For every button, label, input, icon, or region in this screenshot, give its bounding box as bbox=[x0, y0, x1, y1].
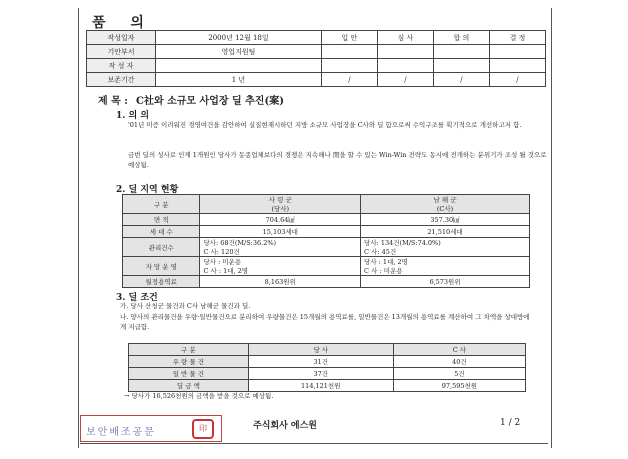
section-3-item-ga: 가. 당사 산청군 물건과 C사 남해군 물건과 딜. bbox=[120, 302, 251, 310]
table-row bbox=[123, 214, 530, 226]
table-cell: 6,573원위 bbox=[361, 276, 530, 288]
header-label: 기안부서 bbox=[87, 45, 156, 59]
approval-cell bbox=[433, 45, 489, 59]
row-label: 일 반 물 건 bbox=[129, 368, 249, 380]
region-comparison-table bbox=[122, 194, 530, 288]
section-1-paragraph-2: 금번 딜의 성사로 인계 1개원인 당사가 동종업체보다의 경쟁은 지속해나 閑을 할 수 있는 Win-Win 전략도 동시에 전개하는 분위기가 조성 될 것으로 예상됨. bbox=[128, 151, 547, 169]
approval-cell bbox=[433, 59, 489, 73]
header-row bbox=[87, 45, 546, 59]
approval-cell: 결 정 bbox=[489, 31, 545, 45]
row-label: 자 망 운 영 bbox=[123, 257, 200, 276]
row-label: 월정용역료 bbox=[123, 276, 200, 288]
table-cell: 37건 bbox=[248, 368, 393, 380]
header-row bbox=[87, 31, 546, 45]
table-row bbox=[123, 226, 530, 238]
page-number: 1 / 2 bbox=[500, 418, 521, 428]
table-row bbox=[129, 368, 526, 380]
approval-cell: / bbox=[321, 73, 377, 87]
deal-column-header: 구 분 bbox=[129, 344, 249, 356]
table-cell: 당사: 68건(M/S:36.2%) C 사: 120건 bbox=[200, 238, 361, 257]
region-column-header: 구 분 bbox=[123, 195, 200, 214]
header-label: 작 성 자 bbox=[87, 59, 156, 73]
table-cell: 21,510세대 bbox=[361, 226, 530, 238]
subject-line bbox=[98, 92, 284, 107]
header-value: 2000년 12월 18일 bbox=[156, 31, 322, 45]
deal-column-header: C 사 bbox=[393, 344, 525, 356]
table-cell: 97,595천원 bbox=[393, 380, 525, 392]
section-3-note: → 당사가 16,526천원의 금액을 받을 것으로 예상됨. bbox=[124, 392, 274, 400]
document-title: 품 의 bbox=[92, 15, 154, 31]
company-name: 주식회사 에스원 bbox=[253, 421, 317, 431]
approval-stamp bbox=[80, 415, 222, 442]
table-row bbox=[129, 380, 526, 392]
row-label: 세 대 수 bbox=[123, 226, 200, 238]
header-value: 영업지원팀 bbox=[156, 45, 322, 59]
table-cell: 40건 bbox=[393, 356, 525, 368]
approval-cell: / bbox=[377, 73, 433, 87]
approval-cell bbox=[377, 59, 433, 73]
deal-header-row bbox=[129, 344, 526, 356]
approval-header-table bbox=[86, 30, 546, 87]
approval-cell: 합 의 bbox=[433, 31, 489, 45]
header-label: 보존기간 bbox=[87, 73, 156, 87]
header-label: 작성일자 bbox=[87, 31, 156, 45]
row-label: 우 량 물 건 bbox=[129, 356, 249, 368]
subject-text: C社와 소규모 사업장 딜 추진(案) bbox=[135, 96, 284, 107]
region-header-row bbox=[123, 195, 530, 214]
section-1-title: 1. 의 의 bbox=[116, 111, 150, 121]
deal-column-header: 당 사 bbox=[248, 344, 393, 356]
row-label: 관리건수 bbox=[123, 238, 200, 257]
table-row bbox=[123, 276, 530, 288]
table-cell: 114,121천원 bbox=[248, 380, 393, 392]
table-cell: 당사 : 미운용 C 사 : 1대, 2명 bbox=[200, 257, 361, 276]
seal-icon: 印 bbox=[192, 419, 214, 439]
header-value: 1 년 bbox=[156, 73, 322, 87]
approval-cell: / bbox=[433, 73, 489, 87]
table-row bbox=[123, 257, 530, 276]
row-label: 면 적 bbox=[123, 214, 200, 226]
table-cell: 당사 : 1대, 2명 C 사 : 미운용 bbox=[361, 257, 530, 276]
approval-cell bbox=[377, 45, 433, 59]
header-row bbox=[87, 59, 546, 73]
deal-condition-table bbox=[128, 343, 526, 392]
approval-cell: 입 안 bbox=[321, 31, 377, 45]
approval-cell bbox=[489, 45, 545, 59]
approval-cell: / bbox=[489, 73, 545, 87]
section-1-paragraph-1: '01년 미증 이려워진 경영여건을 감안하여 실질현재시하던 지방 소규모 사업장을 C사와 딜 함으로써 수익구조를 획기적으로 개선하고저 함. bbox=[128, 121, 522, 129]
section-3-title: 3. 딜 조건 bbox=[116, 293, 158, 303]
row-label: 딜 금 액 bbox=[129, 380, 249, 392]
section-2-title: 2. 딜 지역 현황 bbox=[116, 185, 179, 195]
subject-label: 제 목 : bbox=[98, 96, 128, 107]
approval-cell bbox=[321, 59, 377, 73]
approval-cell bbox=[489, 59, 545, 73]
region-column-header: 남 해 군 (C사) bbox=[361, 195, 530, 214]
table-cell: 357.30㎢ bbox=[361, 214, 530, 226]
stamp-text: 보안배조공문 bbox=[86, 427, 156, 438]
approval-cell bbox=[321, 45, 377, 59]
table-cell: 5건 bbox=[393, 368, 525, 380]
table-cell: 704.64㎢ bbox=[200, 214, 361, 226]
table-cell: 당사: 134건(M/S:74.0%) C 사: 45건 bbox=[361, 238, 530, 257]
table-row bbox=[123, 238, 530, 257]
table-row bbox=[129, 356, 526, 368]
region-column-header: 사 령 군 (당사) bbox=[200, 195, 361, 214]
section-3-item-na: 나. 양사의 관리물건을 우량·일반물건으로 분리하여 우량물건은 15개월의 용역료를, 일반물건은 13개월의 용역료를 계산하여 그 차액을 상대방에게 지급함. bbox=[120, 313, 530, 331]
table-cell: 15,103세대 bbox=[200, 226, 361, 238]
approval-cell: 심 사 bbox=[377, 31, 433, 45]
header-row bbox=[87, 73, 546, 87]
table-cell: 31건 bbox=[248, 356, 393, 368]
table-cell: 8,163원위 bbox=[200, 276, 361, 288]
footer-divider bbox=[80, 443, 548, 444]
header-value bbox=[156, 59, 322, 73]
